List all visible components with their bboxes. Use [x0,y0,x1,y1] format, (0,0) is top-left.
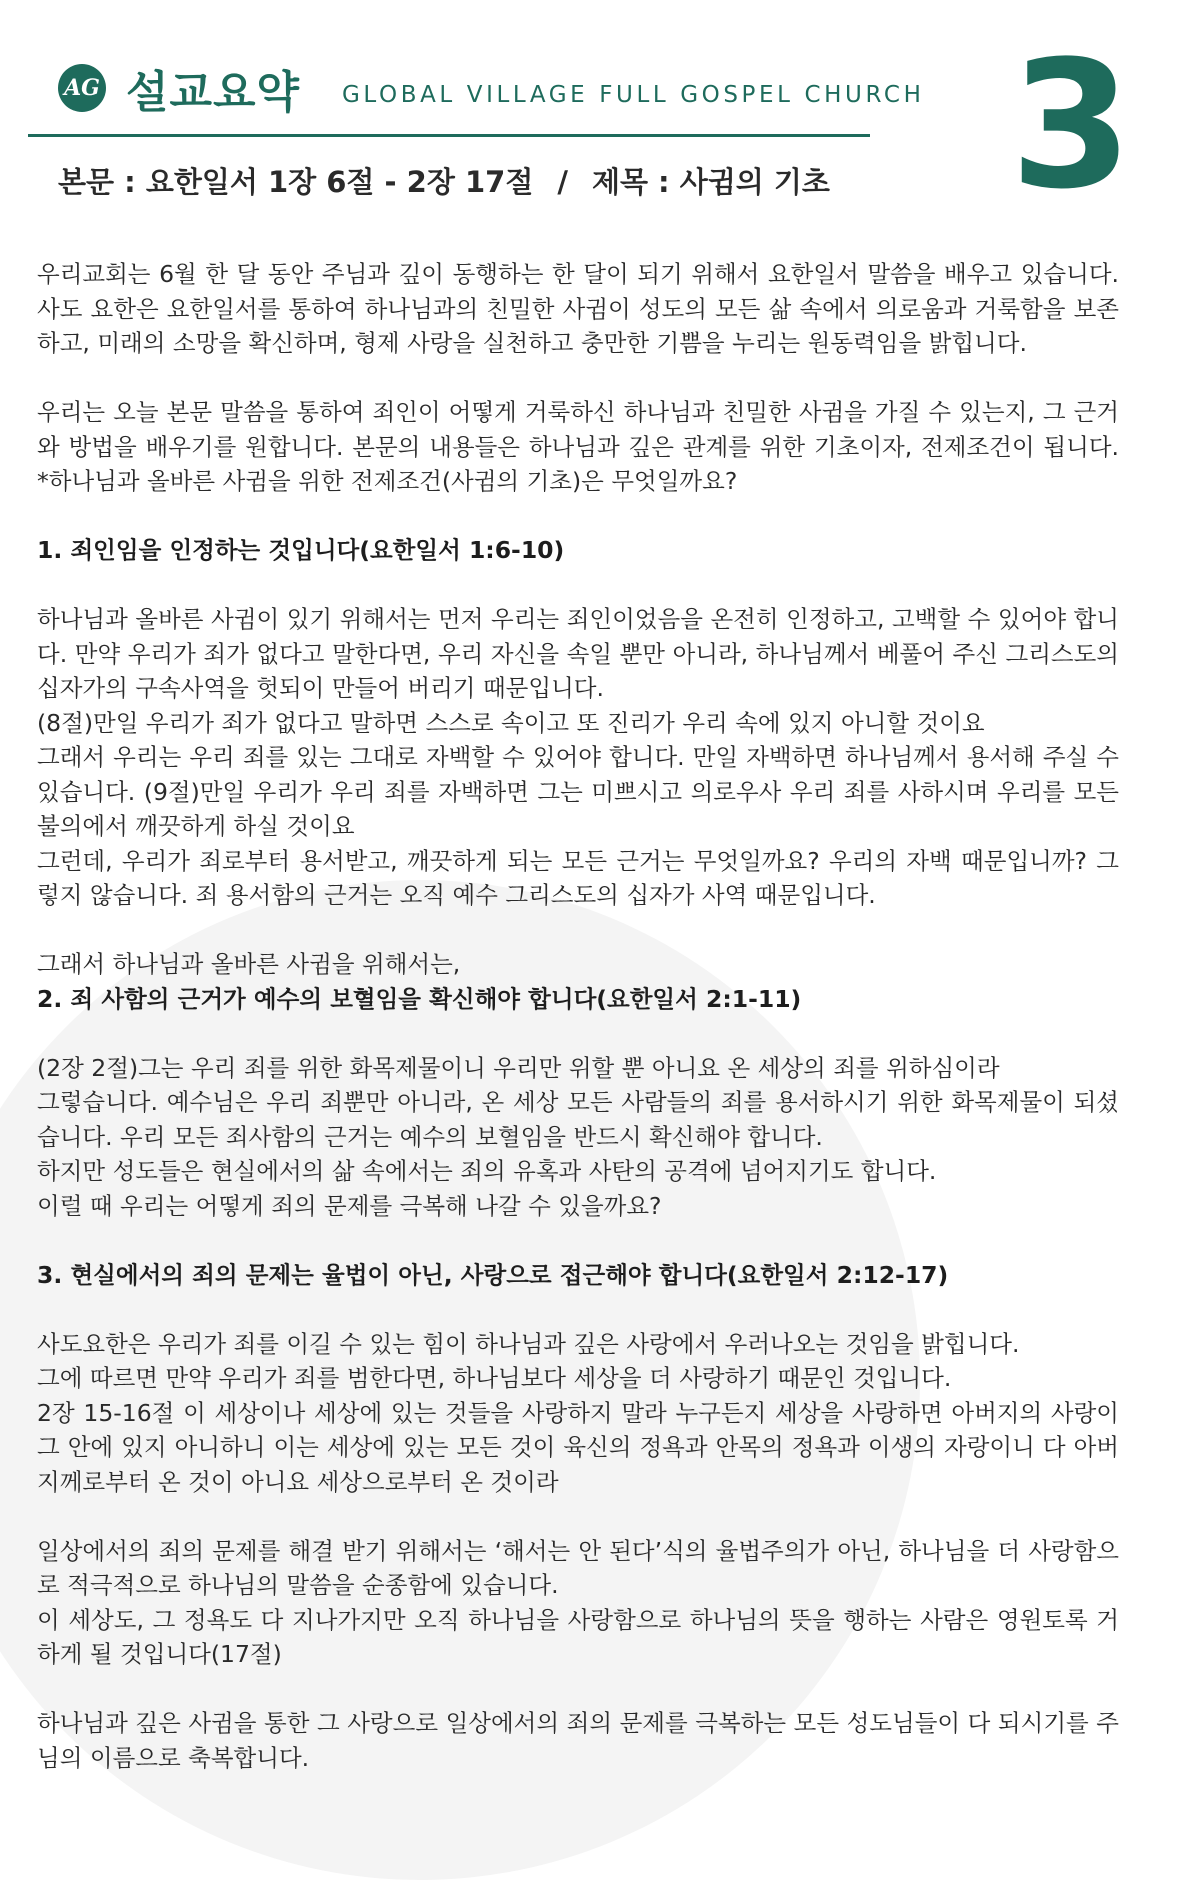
paragraph-obedience: 일상에서의 죄의 문제를 해결 받기 위해서는 ‘해서는 안 된다’식의 율법주의가 아닌, 하나님을 더 사랑함으로 적극적으로 하나님의 말씀을 순종함에 있습니다. [37,1536,1119,1599]
paragraph-purpose: 우리는 오늘 본문 말씀을 통하여 죄인이 어떻게 거룩하신 하나님과 친밀한 사귐을 가질 수 있는지, 그 근거와 방법을 배우기를 원합니다. 본문의 내용들은 하나님과 깊은 관계를 위한 기초이자, 전제조건이 됩니다. *하나님과 올바른 사귐을 위한 전제조건(사귐의 기초)은 무엇일까요? [37,398,1119,495]
paragraph-blessing: 하나님과 깊은 사귐을 통한 그 사랑으로 일상에서의 죄의 문제를 극복하는 모든 성도님들이 다 되시기를 주님의 이름으로 축복합니다. [37,1709,1119,1772]
paragraph-transition: 그래서 하나님과 올바른 사귐을 위해서는, [37,950,461,978]
scripture-text: 본문 : 요한일서 1장 6절 - 2장 17절 [58,165,534,199]
verse-quote-2-2: (2장 2절)그는 우리 죄를 위한 화목제물이니 우리만 위할 뿐 아니요 온 세상의 죄를 위하심이라 [37,1053,1000,1082]
paragraph-love-power: 사도요한은 우리가 죄를 이길 수 있는 힘이 하나님과 깊은 사랑에서 우러나오는 것임을 밝힙니다. [37,1329,1020,1358]
church-logo-icon: AG [58,64,106,112]
paragraph-atonement: 그렇습니다. 예수님은 우리 죄뿐만 아니라, 온 세상 모든 사람들의 죄를 용서하시기 위한 화목제물이 되셨습니다. 우리 모든 죄사함의 근거는 예수의 보혈임을 반드시 확신해야 합니다. [37,1088,1119,1151]
section-heading-3: 3. 현실에서의 죄의 문제는 율법이 아닌, 사랑으로 접근해야 합니다(요한일서 2:12-17) [37,1260,949,1289]
paragraph-basis: 그런데, 우리가 죄로부터 용서받고, 깨끗하게 되는 모든 근거는 무엇일까요? 우리의 자백 때문입니까? 그렇지 않습니다. 죄 용서함의 근거는 오직 예수 그리스도의 십자가 사역 때문입니다. [37,846,1119,909]
page-header [0,0,1189,228]
paragraph-intro: 우리교회는 6월 한 달 동안 주님과 깊이 동행하는 한 달이 되기 위해서 요한일서 말씀을 배우고 있습니다. 사도 요한은 요한일서를 통하여 하나님과의 친밀한 사귐이 성도의 모든 삶 속에서 의로움과 거룩함을 보존하고, 미래의 소망을 확신하며, 형제 사랑을 실천하고 충만한 기쁨을 누리는 원동력임을 밝힙니다. [37,260,1119,357]
paragraph-question: 이럴 때 우리는 어떻게 죄의 문제를 극복해 나갈 수 있을까요? [37,1191,662,1220]
verse-quote-8: (8절)만일 우리가 죄가 없다고 말하면 스스로 속이고 또 진리가 우리 속에 있지 아니할 것이요 [37,708,985,737]
church-name: GLOBAL VILLAGE FULL GOSPEL CHURCH [342,82,925,108]
paragraph-verse-9: 그래서 우리는 우리 죄를 있는 그대로 자백할 수 있어야 합니다. 만일 자백하면 하나님께서 용서해 주실 수 있습니다. (9절)만일 우리가 우리 죄를 자백하면 그는 미쁘시고 의로우사 우리 죄를 사하시며 우리를 모든 불의에서 깨끗하게 하실 것이요 [37,743,1119,840]
paragraph-love-world: 그에 따르면 만약 우리가 죄를 범한다면, 하나님보다 세상을 더 사랑하기 때문인 것입니다. [37,1364,952,1392]
paragraph-temptation: 하지만 성도들은 현실에서의 삶 속에서는 죄의 유혹과 사탄의 공격에 넘어지기도 합니다. [37,1157,937,1185]
page-title: 설교요약 [126,67,301,118]
sermon-reference [58,160,830,201]
paragraph-confess: 하나님과 올바른 사귐이 있기 위해서는 먼저 우리는 죄인이었음을 온전히 인정하고, 고백할 수 있어야 합니다. 만약 우리가 죄가 없다고 말한다면, 우리 자신을 속일 뿐만 아니라, 하나님께서 베풀어 주신 그리스도의 십자가의 구속사역을 헛되이 만들어 버리기 때문입니다. [37,605,1119,702]
sermon-subject: 제목 : 사귐의 기초 [591,165,830,199]
section-heading-1: 1. 죄인임을 인정하는 것입니다(요한일서 1:6-10) [37,536,565,564]
issue-number: 3 [1010,23,1133,228]
paragraph-eternal: 이 세상도, 그 정욕도 다 지나가지만 오직 하나님을 사랑함으로 하나님의 뜻을 행하는 사람은 영원토록 거하게 될 것입니다(17절) [37,1605,1119,1668]
sermon-body [37,257,1119,1810]
header-divider [28,134,870,137]
section-heading-2: 2. 죄 사함의 근거가 예수의 보혈임을 확신해야 합니다(요한일서 2:1-11) [37,984,802,1013]
reference-separator: / [557,165,568,199]
verse-quote-2-15: 2장 15-16절 이 세상이나 세상에 있는 것들을 사랑하지 말라 누구든지 세상을 사랑하면 아버지의 사랑이 그 안에 있지 아니하니 이는 세상에 있는 모든 것이 육신의 정욕과 안목의 정욕과 이생의 자랑이니 다 아버지께로부터 온 것이 아니요 세상으로부터 온 것이라 [37,1398,1119,1496]
